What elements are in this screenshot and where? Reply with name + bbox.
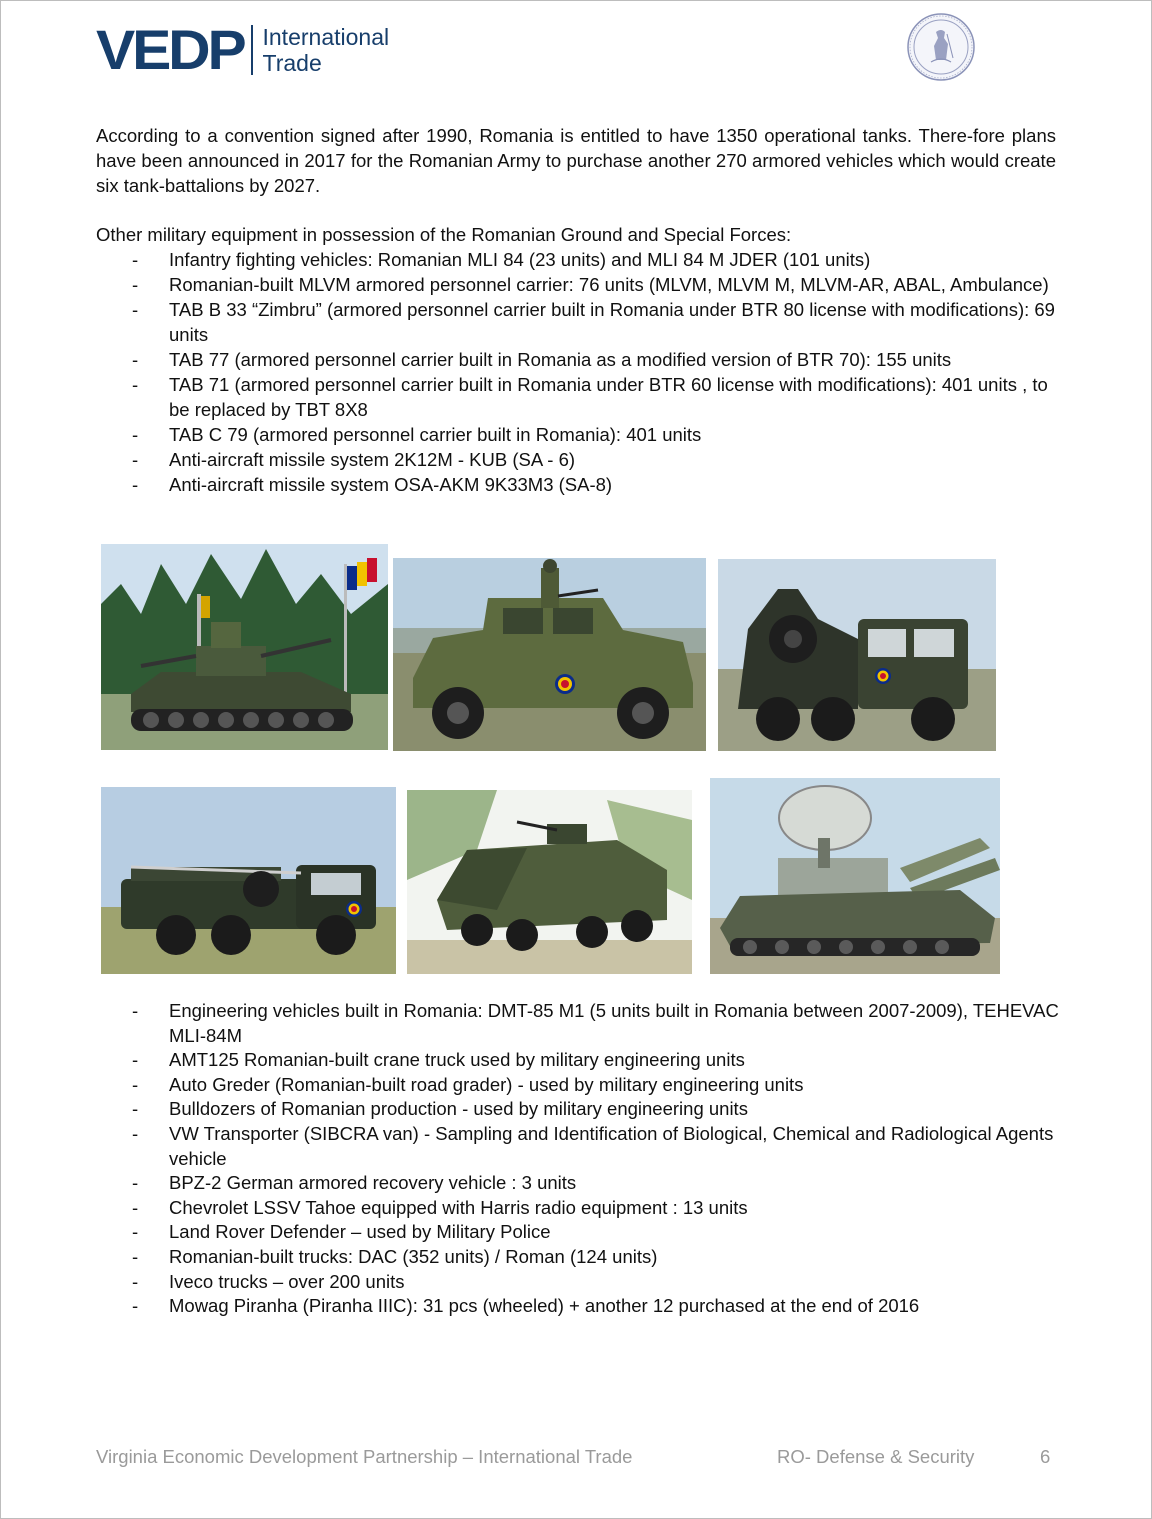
- photo-recovery-truck: [718, 559, 996, 751]
- list-item: - Auto Greder (Romanian-built road grader) - used by military engineering units: [96, 1073, 1076, 1098]
- list-item: - TAB 71 (armored personnel carrier built in Romania under BTR 60 license with modifications): 401 units , to be replaced by TBT 8X8: [96, 372, 1056, 422]
- list-item: - Anti-aircraft missile system 2K12M - KUB (SA - 6): [96, 447, 1056, 472]
- list-item: - AMT125 Romanian-built crane truck used by military engineering units: [96, 1048, 1076, 1073]
- photo-wheeled-apc: [407, 790, 692, 974]
- list-item: - VW Transporter (SIBCRA van) - Sampling and Identification of Biological, Chemical and Radiological Agents vehicle: [96, 1122, 1076, 1171]
- footer-page-number: 6: [1040, 1446, 1051, 1467]
- list-item: - BPZ-2 German armored recovery vehicle : 3 units: [96, 1171, 1076, 1196]
- list-item: - TAB B 33 “Zimbru” (armored personnel carrier built in Romania under BTR 80 license with modifications): 69 units: [96, 297, 1056, 347]
- equipment-list-2: [96, 999, 1076, 1319]
- footer-section: RO- Defense & Security: [777, 1446, 975, 1467]
- list-item: - TAB 77 (armored personnel carrier built in Romania as a modified version of BTR 70): 155 units: [96, 347, 1056, 372]
- list-item: - Romanian-built MLVM armored personnel carrier: 76 units (MLVM, MLVM M, MLVM-AR, ABAL, Ambulance): [96, 272, 1056, 297]
- logo-subtitle: [263, 24, 390, 76]
- footer-org: Virginia Economic Development Partnership – International Trade: [96, 1446, 633, 1467]
- equipment-intro: Other military equipment in possession of the Romanian Ground and Special Forces:: [96, 224, 792, 245]
- list-item: - TAB C 79 (armored personnel carrier built in Romania): 401 units: [96, 422, 1056, 447]
- body-content: [96, 123, 1056, 497]
- list-item: - Engineering vehicles built in Romania: DMT-85 M1 (5 units built in Romania between 2007-2009), TEHEVAC MLI-84M: [96, 999, 1076, 1048]
- logo-line-2: Trade: [262, 50, 322, 76]
- logo-divider: [251, 25, 253, 75]
- list-item: - Chevrolet LSSV Tahoe equipped with Harris radio equipment : 13 units: [96, 1196, 1076, 1221]
- logo-mark: VEDP: [96, 18, 244, 81]
- equipment-list-1: [96, 247, 1056, 497]
- list-item: - Mowag Piranha (Piranha IIIC): 31 pcs (wheeled) + another 12 purchased at the end of 2016: [96, 1294, 1076, 1319]
- paragraph-tanks: According to a convention signed after 1990, Romania is entitled to have 1350 operational tanks. There-fore plans have been announced in 2017 for the Romanian Army to purchase another 270 armored vehicles which would create six tank-battalions by 2027.: [96, 125, 1056, 196]
- list-item: - Bulldozers of Romanian production - used by military engineering units: [96, 1097, 1076, 1122]
- vedp-logo: [96, 18, 390, 81]
- list-item: - Infantry fighting vehicles: Romanian MLI 84 (23 units) and MLI 84 M JDER (101 units): [96, 247, 1056, 272]
- photo-armored-jeep: [393, 558, 706, 751]
- list-item: - Anti-aircraft missile system OSA-AKM 9K33M3 (SA-8): [96, 472, 1056, 497]
- list-item: - Iveco trucks – over 200 units: [96, 1270, 1076, 1295]
- photo-sam-radar-system: [710, 778, 1000, 974]
- photo-anti-aircraft-tank: [101, 544, 388, 750]
- logo-line-1: International: [262, 24, 390, 50]
- equipment-list-2-container: [96, 999, 1076, 1319]
- list-item: - Romanian-built trucks: DAC (352 units) / Roman (124 units): [96, 1245, 1076, 1270]
- photo-crane-truck: [101, 787, 396, 974]
- virginia-seal-icon: [903, 12, 979, 82]
- list-item: - Land Rover Defender – used by Military Police: [96, 1220, 1076, 1245]
